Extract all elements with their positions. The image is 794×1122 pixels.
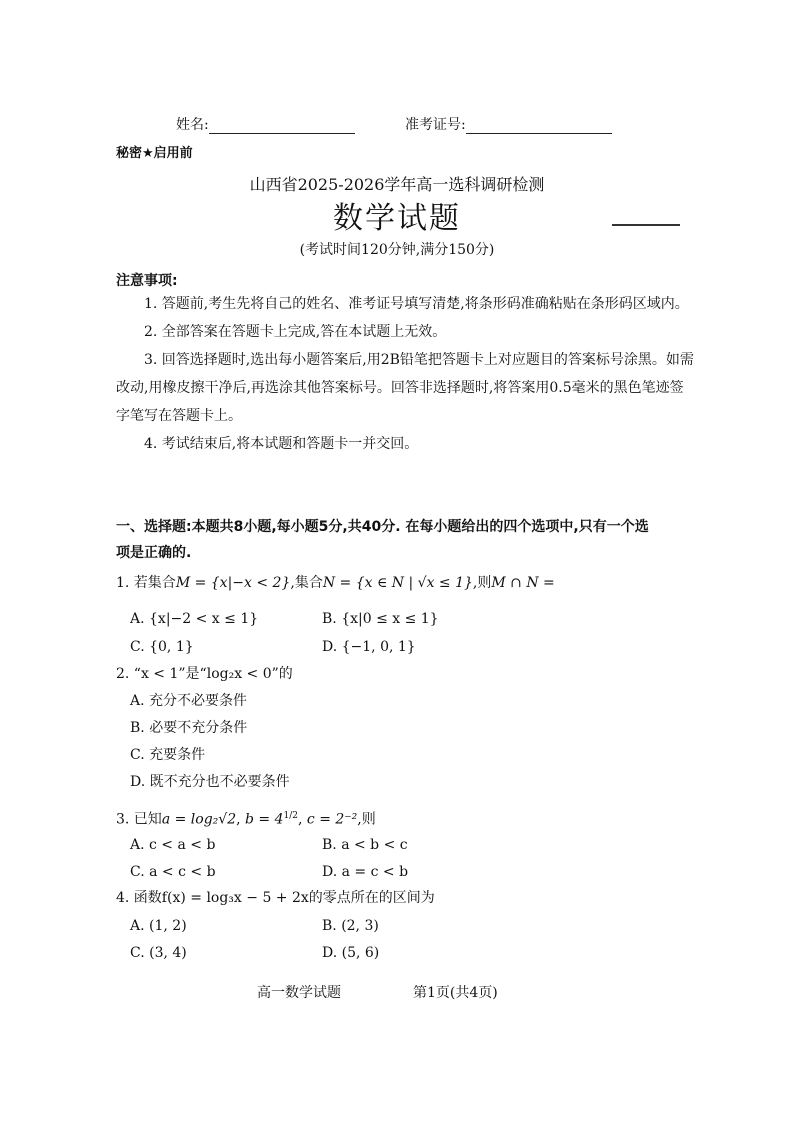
- q2-option-c: C. 充要条件: [130, 747, 206, 763]
- q2-option-d: D. 既不充分也不必要条件: [130, 774, 290, 790]
- q3-b-expr: b = 4: [245, 811, 284, 828]
- note-item: 1. 答题前,考生先将自己的姓名、准考证号填写清楚,将条形码准确粘贴在条形码区域内。: [144, 296, 689, 312]
- scan-mark: [612, 224, 680, 226]
- q1-text: 1. 若集合: [116, 575, 176, 591]
- q1-option-b: B. {x|0 ≤ x ≤ 1}: [322, 611, 439, 627]
- note-item: 4. 考试结束后,将本试题和答题卡一并交回。: [144, 436, 419, 452]
- q3-option-a: A. c < a < b: [130, 837, 216, 853]
- q4-option-b: B. (2, 3): [322, 918, 379, 934]
- exam-id-blank: [466, 119, 612, 134]
- name-field: [176, 114, 355, 134]
- q3-a-expr: a = log₂√2: [161, 811, 237, 828]
- q1-option-a: A. {x|−2 < x ≤ 1}: [130, 611, 259, 627]
- section-heading-line2: 项是正确的.: [116, 545, 192, 561]
- exam-title: 山西省2025-2026学年高一选科调研检测: [249, 175, 545, 194]
- note-item: 2. 全部答案在答题卡上完成,答在本试题上无效。: [144, 324, 447, 340]
- q4-option-a: A. (1, 2): [130, 918, 187, 934]
- q3-b-exponent: 1/2: [283, 811, 298, 821]
- q1-option-d: D. {−1, 0, 1}: [322, 639, 416, 655]
- question-4-stem: 4. 函数f(x) = log₃x − 5 + 2x的零点所在的区间为: [116, 890, 435, 906]
- q1-set-n: N = {x ∈ N | √x ≤ 1}: [322, 575, 473, 591]
- notes-list: [116, 290, 696, 458]
- question-2-stem: 2. “x < 1”是“log₂x < 0”的: [116, 666, 293, 682]
- q1-text: ,集合: [290, 575, 323, 591]
- q3-option-d: D. a = c < b: [322, 864, 409, 880]
- q3-text: 3. 已知: [116, 811, 162, 828]
- exam-id-label: 准考证号:: [405, 117, 466, 133]
- q1-option-c: C. {0, 1}: [130, 639, 194, 655]
- q1-set-m: M = {x|−x < 2}: [175, 575, 291, 591]
- name-blank: [209, 119, 355, 134]
- section-heading-line1: 一、选择题:本题共8小题,每小题5分,共40分. 在每小题给出的四个选项中,只有一个选: [116, 519, 649, 535]
- question-1-stem: [116, 573, 555, 593]
- q3-text: ,则: [357, 811, 376, 828]
- note-item: 3. 回答选择题时,选出每小题答案后,用2B铅笔把答题卡上对应题目的答案标号涂黑。如需改动,用橡皮擦干净后,再选涂其他答案标号。回答非选择题时,将答案用0.5毫米的黑色笔迹签字笔写在答题卡上。: [116, 352, 694, 424]
- q1-tail: M ∩ N =: [491, 575, 555, 591]
- q4-option-c: C. (3, 4): [130, 945, 187, 961]
- exam-id-field: [405, 114, 612, 134]
- q2-option-a: A. 充分不必要条件: [130, 693, 248, 709]
- subject-title: 数学试题: [333, 201, 461, 236]
- footer-page-number: 第1页(共4页): [413, 985, 498, 1001]
- q4-option-d: D. (5, 6): [322, 945, 380, 961]
- name-label: 姓名:: [176, 117, 209, 133]
- q1-text: ,则: [472, 575, 492, 591]
- q3-option-c: C. a < c < b: [130, 864, 216, 880]
- q2-option-b: B. 必要不充分条件: [130, 720, 248, 736]
- q3-option-b: B. a < b < c: [322, 837, 408, 853]
- time-info: (考试时间120分钟,满分150分): [299, 242, 495, 258]
- secret-mark: 秘密★启用前: [116, 146, 193, 161]
- footer-subject: 高一数学试题: [257, 985, 341, 1001]
- question-3-stem: 3. 已知a = log₂√2, $b = 4^{1/2}$, c = 2⁻²,则: [116, 811, 376, 828]
- q3-c-expr: c = 2⁻²: [306, 811, 358, 828]
- notes-heading: 注意事项:: [116, 273, 178, 289]
